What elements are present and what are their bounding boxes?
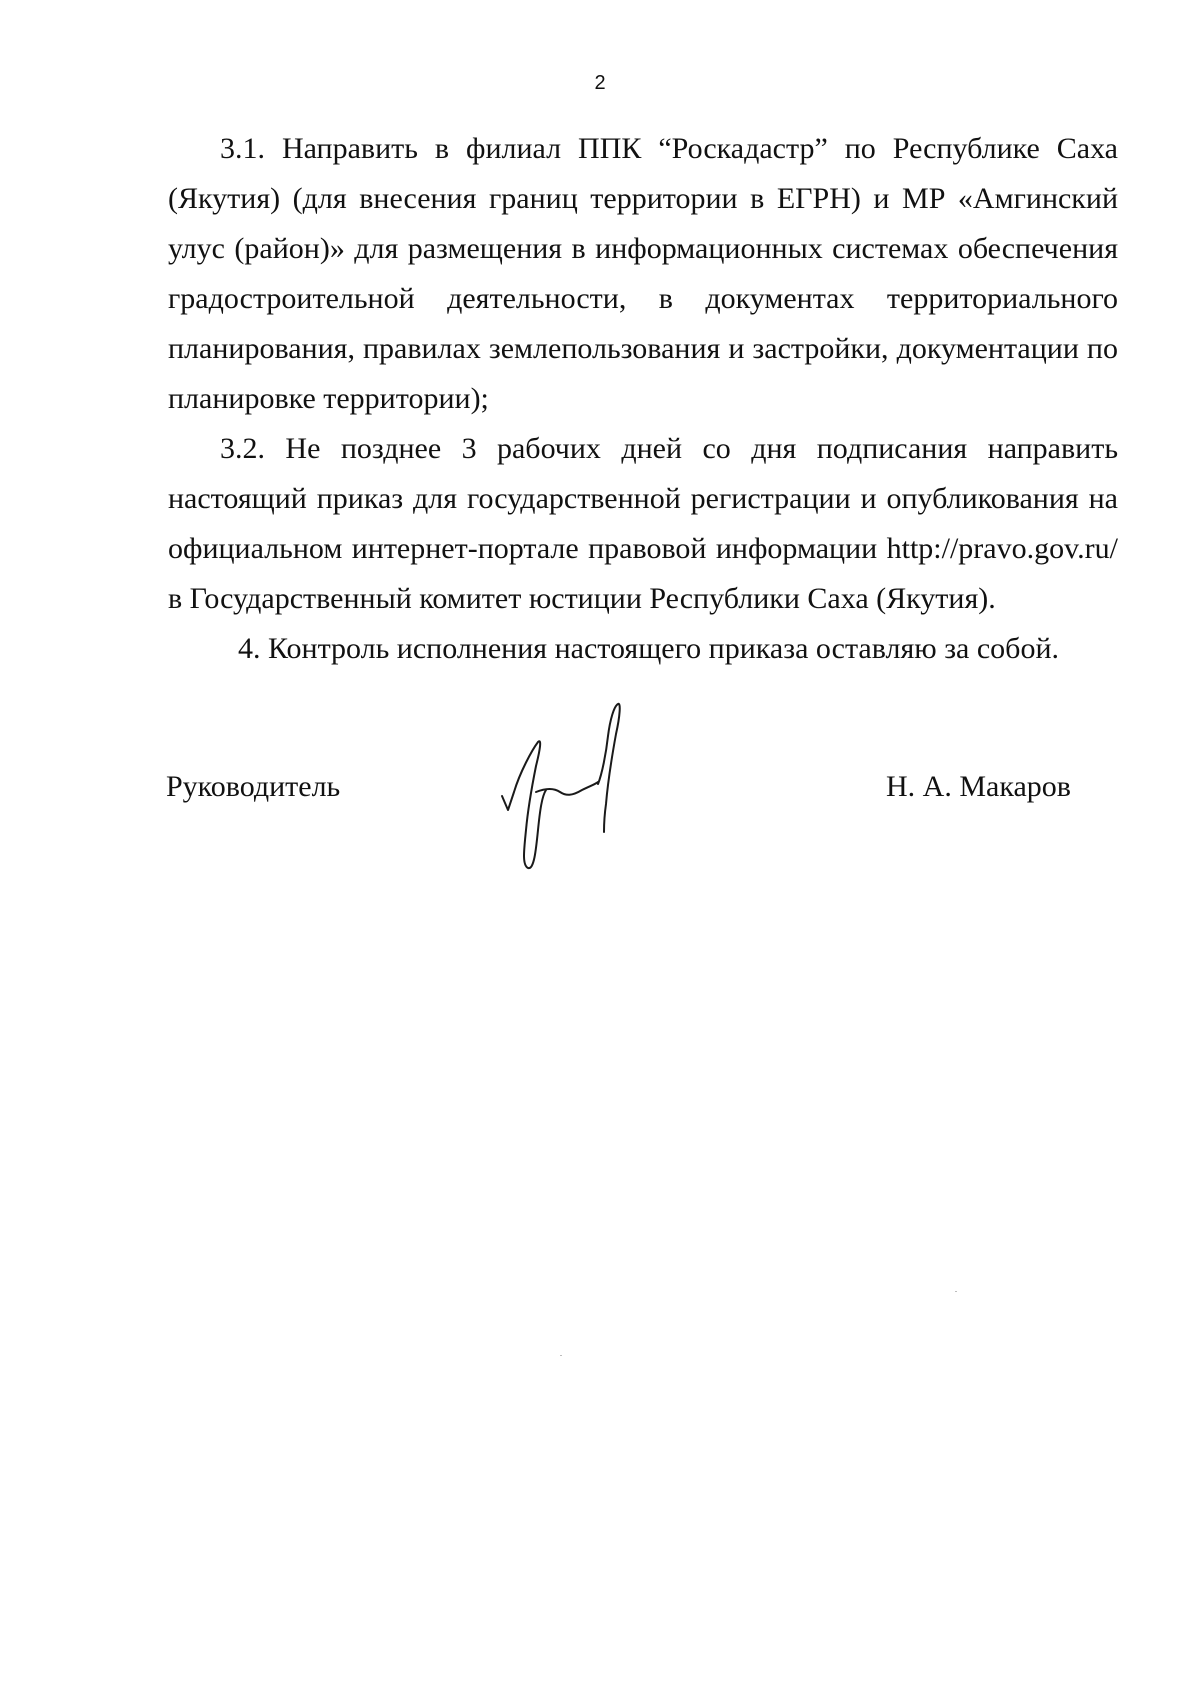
signatory-role: Руководитель — [166, 770, 341, 803]
scan-speck — [560, 1355, 562, 1356]
signature-block — [0, 700, 1200, 900]
signatory-name: Н. А. Макаров — [886, 770, 1071, 803]
paragraph-4: 4. Контроль исполнения настоящего приказа оставляю за собой. — [238, 632, 1060, 665]
scan-speck — [955, 1291, 957, 1292]
page-number: 2 — [594, 72, 606, 94]
document-body — [168, 124, 1118, 674]
paragraph-3-2: 3.2. Не позднее 3 рабочих дней со дня подписания направить настоящий приказ для государственной регистрации и опубликования на официальном интернет-портале правовой информации http://pravo.gov.ru/ в Государственный комитет юстиции Республики Саха (Якутия). — [168, 432, 1118, 615]
handwritten-signature — [490, 700, 650, 870]
paragraph-3-1: 3.1. Направить в филиал ППК “Роскадастр” по Республике Саха (Якутия) (для внесения границ территории в ЕГРН) и МР «Амгинский улус (район)» для размещения в информационных системах обеспечения градостроительной деятельности, в документах территориального планирования, правилах землепользования и застройки, документации по планировке территории); — [168, 132, 1118, 415]
